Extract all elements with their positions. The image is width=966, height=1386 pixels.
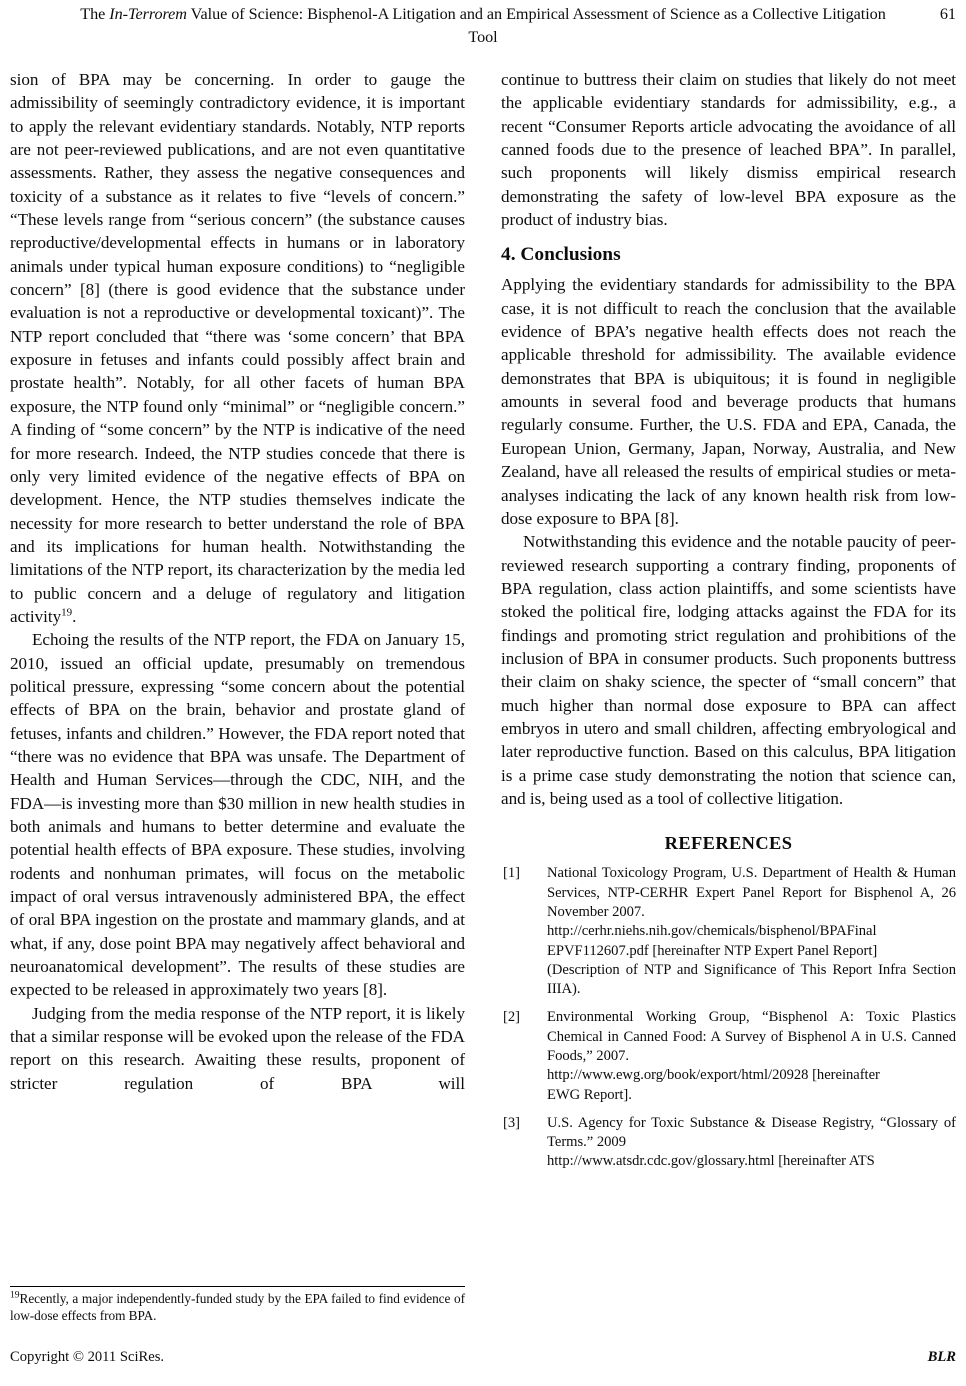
page-number: 61 <box>939 5 956 23</box>
reference-body <box>547 1114 956 1172</box>
left-paragraph-2: Echoing the results of the NTP report, the FDA on January 15, 2010, issued an official update, presumably on tremendous political pressure, expressing “some concern about the potential effects of BPA on the brain, behavior and prostate gland of fetuses, infants and children.” However, the FDA report noted that “there was no evidence that BPA was unsafe. The Department of Health and Human Services—through the CDC, NIH, and the FDA—is investing more than $30 million in new health studies in both animals and humans to better determine and evaluate the potential health effects of BPA exposure. These studies, involving rodents and nonhuman primates, will focus on the metabolic impact of oral versus intravenously administered BPA, the effect of oral BPA ingestion on the prostate and mammary glands, and at what, if any, dose point BPA may negatively affect behavioral and neuroanatomical development”. The results of these studies are expected to be released in approximately two years [8]. <box>10 630 465 1000</box>
reference-item <box>501 1008 956 1104</box>
running-header-title-prefix: The <box>80 5 110 23</box>
running-header-title <box>10 0 956 49</box>
footnote-marker-19: 19 <box>61 606 73 619</box>
reference-tail-text: (Description of NTP and Significance of This Report Infra Section IIIA). <box>547 961 956 998</box>
reference-url-line[interactable]: http://cerhr.niehs.nih.gov/chemicals/bisphenol/BPAFinal <box>547 923 877 940</box>
right-paragraph-3: Notwithstanding this evidence and the notable paucity of peer-reviewed research supporting a contrary finding, proponents of BPA regulation, class action plaintiffs, and some scientists have stoked the political fire, lodging attacks against the FDA for its findings and promoting strict regulation and prohibitions of the inclusion of BPA in consumer products. Such proponents buttress their claim on shaky science, the specter of “small concern” that much higher than normal dose exposure to BPA can affect embryos in utero and small children, affecting embryological and later reproductive function. Based on this calculus, BPA litigation is a prime case study demonstrating the notion that science can, and is, being used as a tool of collective litigation. <box>501 532 956 808</box>
footnote-separator-rule <box>10 1286 465 1287</box>
reference-number: [3] <box>503 1114 521 1131</box>
running-header <box>10 0 956 48</box>
reference-item <box>501 1114 956 1172</box>
footnote-body-text: Recently, a major independently-funded study by the EPA failed to find evidence of low-dose effects from BPA. <box>10 1291 465 1324</box>
left-paragraph-3: Judging from the media response of the NTP report, it is likely that a similar response will be evoked upon the release of the FDA report on this research. Awaiting these results, proponent of stricter regulation of BPA will <box>10 1003 465 1093</box>
right-paragraph-1: continue to buttress their claim on studies that likely do not meet the applicable evidentiary standards for admissibility, e.g., a recent “Consumer Reports article advocating the avoidance of all canned foods due to the presence of leached BPA”. In parallel, such proponents will likely dismiss empirical research demonstrating the safety of low-level BPA exposure as the product of industry bias. <box>501 70 956 230</box>
references-heading: REFERENCES <box>664 833 793 854</box>
references-list <box>501 864 956 1171</box>
reference-url-line[interactable]: EPVF112607.pdf [hereinafter NTP Expert Panel Report] <box>547 942 878 959</box>
running-header-title-suffix: Value of Science: Bisphenol-A Litigation and an Empirical Assessment of Science as a Collective Litigation Tool <box>186 5 886 46</box>
reference-number: [2] <box>503 1009 521 1026</box>
left-column <box>10 68 465 1095</box>
reference-citation-text: Environmental Working Group, “Bisphenol A: Toxic Plastics Chemical in Canned Food: A Survey of Bisphenol A in U.S. Canned Foods,” 2007. <box>547 1009 956 1064</box>
footnote-zone <box>10 1286 465 1325</box>
reference-url-line[interactable]: EWG Report]. <box>547 1086 632 1103</box>
journal-abbreviation: BLR <box>927 1349 956 1365</box>
two-column-body <box>10 68 956 1330</box>
footnote-entry <box>10 1290 465 1325</box>
footnote-number: 19 <box>10 1289 20 1301</box>
reference-item <box>501 864 956 999</box>
reference-url-line[interactable]: http://www.atsdr.cdc.gov/glossary.html [hereinafter ATS <box>547 1153 875 1170</box>
reference-citation-text: U.S. Agency for Toxic Substance & Disease Registry, “Glossary of Terms.” 2009 <box>547 1114 956 1151</box>
page-footer <box>10 1346 956 1368</box>
right-paragraph-2: Applying the evidentiary standards for admissibility to the BPA case, it is not difficult to reach the conclusion that the available evidence of BPA’s negative health effects does not reach the applicable threshold for admissibility. The available evidence demonstrates that BPA is ubiquitous; it is found in negligible amounts in several food and beverage products that humans regularly consume. Further, the U.S. FDA and EPA, Canada, the European Union, Germany, Japan, Norway, Australia, and New Zealand, have all released the results of empirical studies or meta-analyses indicating the lack of any known health risk from low-dose exposure to BPA [8]. <box>501 275 956 528</box>
left-paragraph-1-tail: . <box>72 606 77 626</box>
section-heading-conclusions: 4. Conclusions <box>501 244 621 266</box>
left-paragraph-1 <box>10 68 465 628</box>
copyright-notice: Copyright © 2011 SciRes. <box>10 1349 165 1365</box>
reference-number: [1] <box>503 865 521 882</box>
reference-body <box>547 1008 956 1104</box>
right-column <box>501 68 956 1181</box>
reference-url-line[interactable]: http://www.ewg.org/book/export/html/20928 [hereinafter <box>547 1067 880 1084</box>
left-paragraph-1-text: sion of BPA may be concerning. In order to gauge the admissibility of seemingly contradictory evidence, it is important to apply the relevant evidentiary standards. Notably, NTP reports are not peer-reviewed publications, and are not even quantitative assessments. Rather, they assess the negative consequences and toxicity of a substance as it relates to five “levels of concern.” “These levels range from “serious concern” (the substance causes reproductive/developmental effects in humans or in laboratory animals under typical human exposure conditions) to “negligible concern” [8] (there is good evidence that the substance under evaluation is not a reproductive or developmental toxicant)”. The NTP report concluded that “there was ‘some concern’ that BPA exposure in fetuses and infants could possibly affect brain and prostate health”. Notably, for all other facets of human BPA exposure, the NTP found only “minimal” or “negligible concern.” A finding of “some concern” by the NTP is indicative of the need for more research. Indeed, the NTP studies concede that there is only very limited evidence of the negative effects of BPA on development. Hence, the NTP studies themselves indicate the necessity for more research to better understand the role of BPA and its implications for human health. Notwithstanding the limitations of the NTP report, its characterization by the media led to public concern and a deluge of regulatory and litigation activity <box>10 70 465 626</box>
reference-citation-text: National Toxicology Program, U.S. Department of Health & Human Services, NTP-CERHR Expert Panel Report for Bisphenol A, 26 November 2007. <box>547 865 956 920</box>
running-header-title-italic: In-Terrorem <box>109 5 187 23</box>
reference-body <box>547 864 956 999</box>
